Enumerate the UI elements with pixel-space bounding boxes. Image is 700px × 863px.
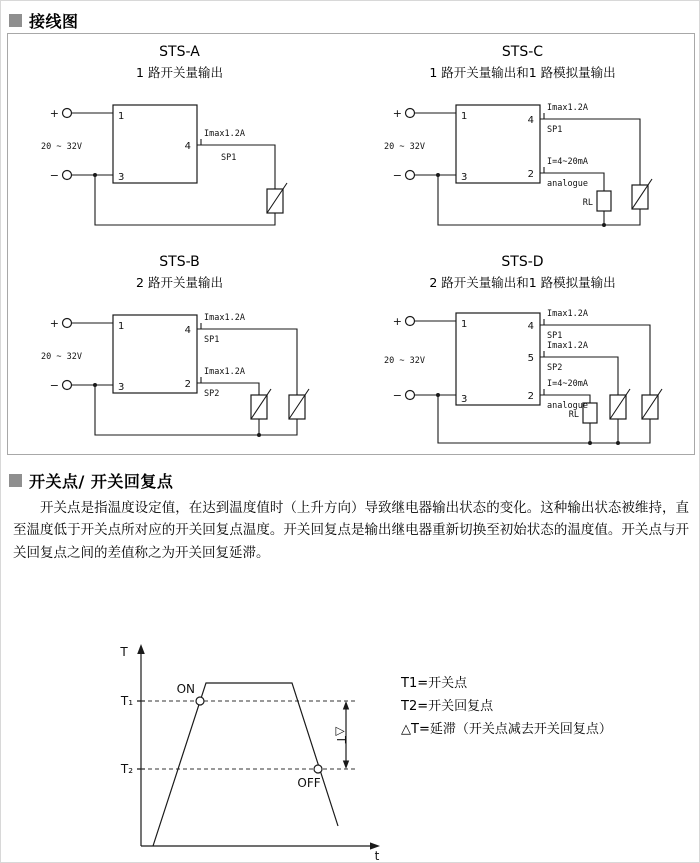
imax-label: Imax1.2A bbox=[203, 313, 245, 323]
diagram-sts-a bbox=[8, 34, 351, 244]
wiring-schematic-sts-d bbox=[378, 295, 668, 453]
wires bbox=[414, 319, 650, 445]
rl-label: RL bbox=[568, 410, 579, 420]
delta-arrow-up-icon bbox=[343, 701, 349, 710]
wiring-schematic-sts-b bbox=[35, 295, 325, 445]
junction-dot bbox=[588, 441, 592, 445]
x-axis-label: t bbox=[374, 849, 380, 861]
delta-t-dimension bbox=[334, 701, 349, 769]
supply-terminals bbox=[41, 107, 82, 182]
pin-2: 2 bbox=[527, 169, 534, 180]
relay-sp2-icon bbox=[610, 389, 630, 419]
plus-terminal-icon bbox=[62, 109, 71, 118]
imax-label: Imax1.2A bbox=[546, 103, 588, 113]
minus-sign: − bbox=[49, 379, 59, 392]
plus-terminal-icon bbox=[62, 319, 71, 328]
voltage-label: 20 ~ 32V bbox=[383, 142, 425, 152]
legend-delta-t: △T=延滞（开关点减去开关回复点） bbox=[401, 721, 612, 737]
section-bullet-icon bbox=[9, 14, 22, 27]
diagram-title-sts-c: STS-C bbox=[501, 44, 544, 60]
section-switch-point-header bbox=[9, 469, 173, 492]
diagram-subtitle-sts-c: 1 路开关量输出和1 路模拟量输出 bbox=[429, 65, 616, 80]
sp1-label: SP1 bbox=[220, 153, 236, 163]
diagram-subtitle-sts-d: 2 路开关量输出和1 路模拟量输出 bbox=[429, 275, 616, 290]
section-wiring-header bbox=[9, 9, 79, 32]
plus-sign: + bbox=[49, 107, 59, 120]
pin-4: 4 bbox=[527, 115, 534, 126]
sp2-label: SP2 bbox=[546, 363, 562, 373]
relay-icon bbox=[267, 183, 287, 213]
relay-sp1-icon bbox=[642, 389, 662, 419]
diagram-sts-d bbox=[351, 244, 694, 454]
minus-terminal-icon bbox=[62, 171, 71, 180]
load-resistor-icon bbox=[582, 191, 610, 211]
minus-terminal-icon bbox=[405, 391, 414, 400]
relay-sp1-icon bbox=[289, 389, 309, 419]
analogue-label: analogue bbox=[546, 179, 588, 189]
y-axis-arrow-icon bbox=[137, 644, 145, 654]
junction-dot bbox=[602, 223, 606, 227]
junction-dot bbox=[616, 441, 620, 445]
junction-dot bbox=[257, 433, 261, 437]
analogue-label: analogue bbox=[546, 401, 588, 411]
temperature-curve bbox=[153, 683, 338, 846]
sp1-wire bbox=[197, 145, 275, 189]
relay-icon bbox=[632, 179, 652, 209]
current-label: I=4~20mA bbox=[546, 157, 588, 167]
diagram-subtitle-sts-a: 1 路开关量输出 bbox=[136, 65, 223, 80]
plus-terminal-icon bbox=[405, 317, 414, 326]
minus-terminal-icon bbox=[405, 171, 414, 180]
imax2-label: Imax1.2A bbox=[546, 341, 588, 351]
pin-1: 1 bbox=[460, 111, 467, 122]
y-axis-label: T bbox=[120, 645, 128, 659]
supply-terminals bbox=[384, 315, 425, 402]
imax2-label: Imax1.2A bbox=[203, 367, 245, 377]
voltage-label: 20 ~ 32V bbox=[40, 142, 82, 152]
minus-sign: − bbox=[49, 169, 59, 182]
minus-sign: − bbox=[392, 169, 402, 182]
section-wiring-title: 接线图 bbox=[29, 12, 79, 31]
diagram-subtitle-sts-b: 2 路开关量输出 bbox=[136, 275, 223, 290]
relay-sp2-icon bbox=[251, 389, 271, 419]
imax-label: Imax1.2A bbox=[546, 309, 588, 319]
switch-off-point-marker bbox=[314, 765, 322, 773]
minus-terminal-icon bbox=[62, 381, 71, 390]
pin-3: 3 bbox=[117, 382, 124, 393]
pin-3: 3 bbox=[460, 172, 467, 183]
plus-sign: + bbox=[49, 317, 59, 330]
diagram-title-sts-d: STS-D bbox=[501, 254, 544, 270]
sp2-label: SP2 bbox=[203, 389, 219, 399]
junction-dot bbox=[93, 173, 97, 177]
t1-tick-label: T₁ bbox=[120, 694, 133, 708]
delta-t-label: △T bbox=[334, 726, 348, 744]
junction-dot bbox=[436, 393, 440, 397]
rl-label: RL bbox=[582, 198, 593, 208]
delta-arrow-down-icon bbox=[343, 761, 349, 770]
minus-sign: − bbox=[392, 389, 402, 402]
pin-2: 2 bbox=[527, 391, 534, 402]
pin-5: 5 bbox=[527, 353, 534, 364]
voltage-label: 20 ~ 32V bbox=[383, 356, 425, 366]
hysteresis-graph bbox=[96, 636, 396, 861]
wiring-diagram-panel bbox=[7, 33, 695, 455]
pin-3: 3 bbox=[460, 394, 467, 405]
pin-4: 4 bbox=[184, 141, 191, 152]
pin-4: 4 bbox=[184, 325, 191, 336]
t2-tick-label: T₂ bbox=[120, 762, 133, 776]
legend-t2: T2=开关回复点 bbox=[401, 698, 494, 714]
pin-1: 1 bbox=[460, 319, 467, 330]
plus-sign: + bbox=[392, 107, 402, 120]
off-label: OFF bbox=[297, 776, 321, 790]
junction-dot bbox=[93, 383, 97, 387]
legend-t1: T1=开关点 bbox=[401, 676, 468, 691]
voltage-label: 20 ~ 32V bbox=[40, 352, 82, 362]
pin-2: 2 bbox=[184, 379, 191, 390]
plus-terminal-icon bbox=[405, 109, 414, 118]
imax-label: Imax1.2A bbox=[203, 129, 245, 139]
supply-terminals bbox=[41, 317, 82, 392]
diagram-sts-b bbox=[8, 244, 351, 454]
junction-dot bbox=[436, 173, 440, 177]
diagram-title-sts-a: STS-A bbox=[159, 44, 200, 60]
current-label: I=4~20mA bbox=[546, 379, 588, 389]
plus-sign: + bbox=[392, 315, 402, 328]
pin-1: 1 bbox=[117, 321, 124, 332]
diagram-sts-c bbox=[351, 34, 694, 244]
sp1-label: SP1 bbox=[546, 331, 562, 341]
supply-terminals bbox=[384, 107, 425, 182]
pin-4: 4 bbox=[527, 321, 534, 332]
graph-legend bbox=[401, 673, 612, 741]
sp1-label: SP1 bbox=[203, 335, 219, 345]
switch-on-point-marker bbox=[196, 697, 204, 705]
diagram-title-sts-b: STS-B bbox=[159, 254, 200, 270]
wiring-schematic-sts-a bbox=[35, 85, 325, 235]
axes bbox=[137, 644, 380, 850]
wiring-schematic-sts-c bbox=[378, 85, 668, 235]
pin-1: 1 bbox=[117, 111, 124, 122]
switch-point-paragraph: 开关点是指温度设定值，在达到温度值时（上升方向）导致继电器输出状态的变化。这种输出状态被维持，直至温度低于开关点所对应的开关回复点温度。开关回复点是输出继电器重新切换至初始状态的温度值。开关点与开关回复点之间的差值称之为开关回复延滞。 bbox=[13, 500, 689, 561]
pin-3: 3 bbox=[117, 172, 124, 183]
sp1-label: SP1 bbox=[546, 125, 562, 135]
section-switch-point-title: 开关点/ 开关回复点 bbox=[29, 472, 174, 491]
on-label: ON bbox=[176, 682, 195, 696]
section-bullet-icon bbox=[9, 474, 22, 487]
